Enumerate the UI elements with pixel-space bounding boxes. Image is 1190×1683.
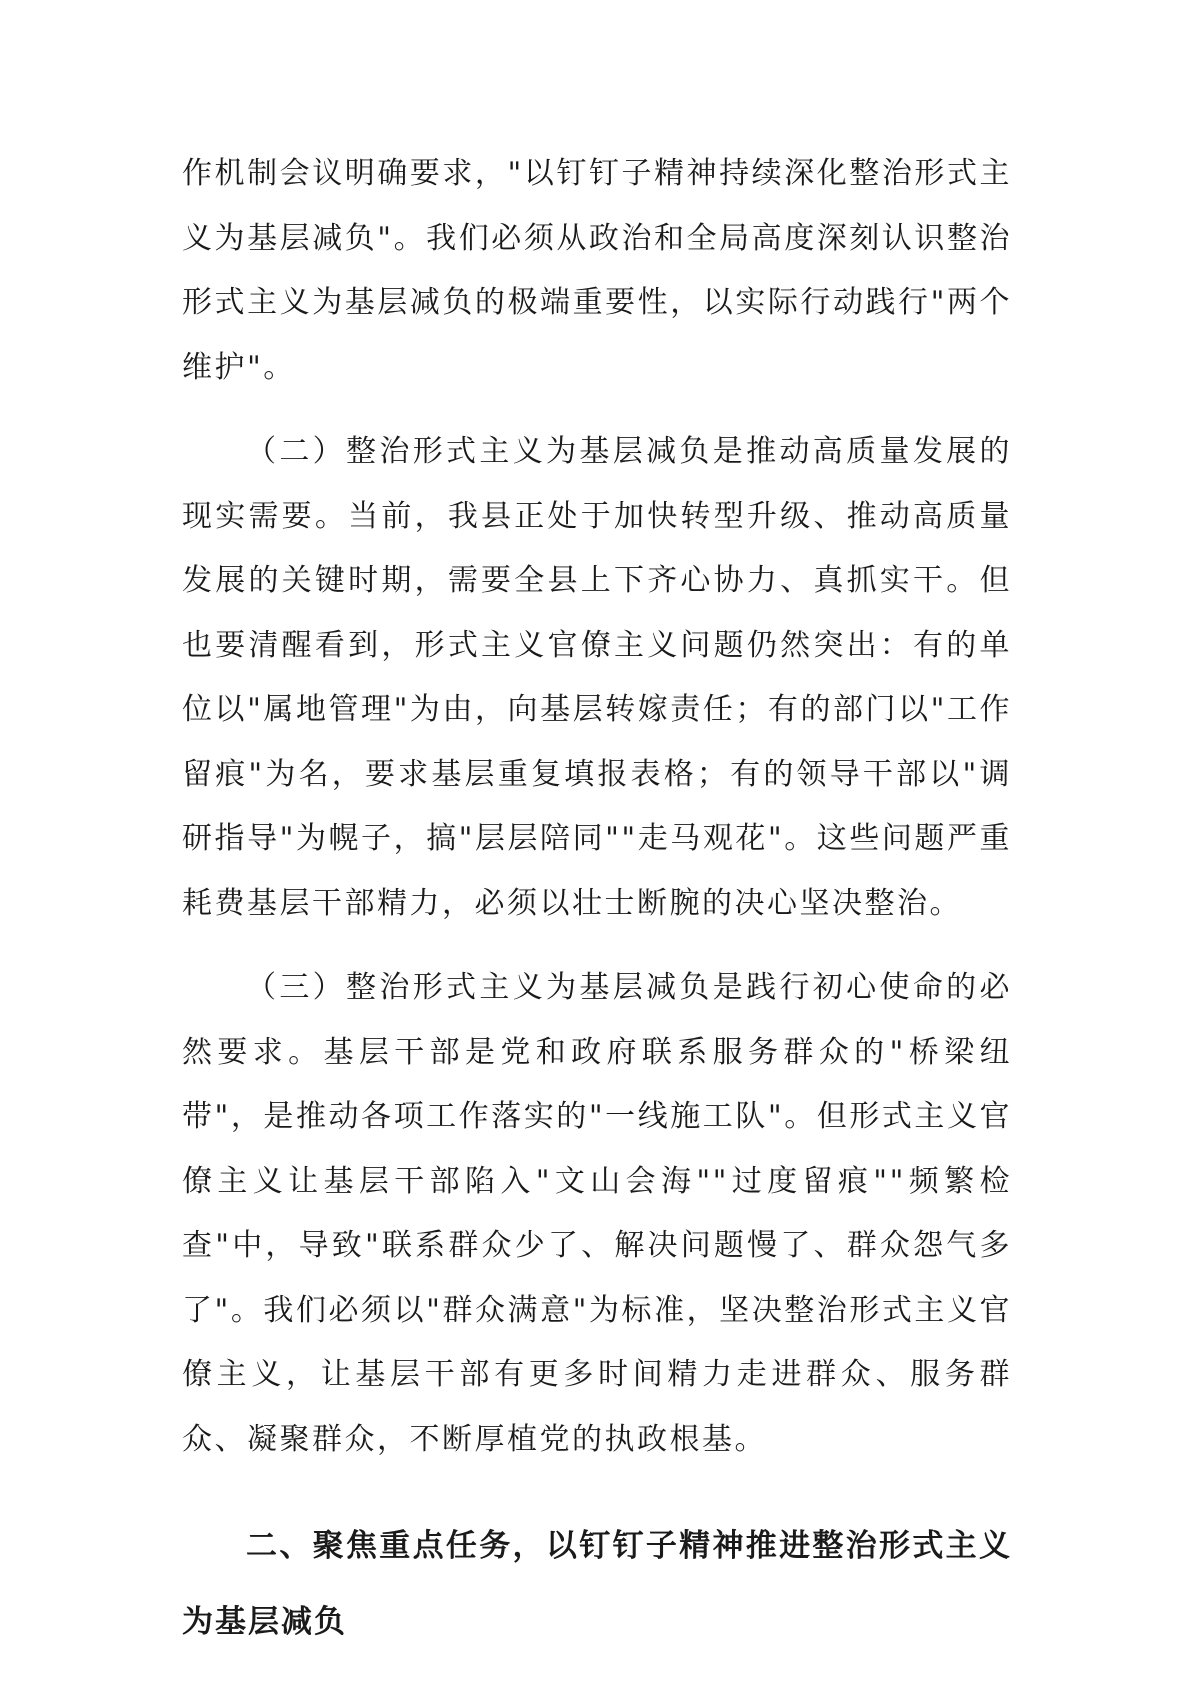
section-heading: 二、聚焦重点任务，以钉钉子精神推进整治形式主义为基层减负 bbox=[182, 1528, 1012, 1640]
document-body bbox=[182, 142, 1012, 1660]
paragraph-section-3: （三）整治形式主义为基层减负是践行初心使命的必然要求。基层干部是党和政府联系服务群众的"桥梁纽带"，是推动各项工作落实的"一线施工队"。但形式主义官僚主义让基层干部陷入"文山会海""过度留痕""频繁检查"中，导致"联系群众少了、解决问题慢了、群众怨气多了"。我们必须以"群众满意"为标准，坚决整治形式主义官僚主义，让基层干部有更多时间精力走进群众、服务群众、凝聚群众，不断厚植党的执政根基。 bbox=[182, 970, 1012, 1457]
paragraph-continuation: 作机制会议明确要求，"以钉钉子精神持续深化整治形式主义为基层减负"。我们必须从政治和全局高度深刻认识整治形式主义为基层减负的极端重要性，以实际行动践行"两个维护"。 bbox=[182, 156, 1012, 385]
paragraph-section-2: （二）整治形式主义为基层减负是推动高质量发展的现实需要。当前，我县正处于加快转型升级、推动高质量发展的关键时期，需要全县上下齐心协力、真抓实干。但也要清醒看到，形式主义官僚主义问题仍然突出：有的单位以"属地管理"为由，向基层转嫁责任；有的部门以"工作留痕"为名，要求基层重复填报表格；有的领导干部以"调研指导"为幌子，搞"层层陪同""走马观花"。这些问题严重耗费基层干部精力，必须以壮士断腕的决心坚决整治。 bbox=[182, 434, 1012, 921]
